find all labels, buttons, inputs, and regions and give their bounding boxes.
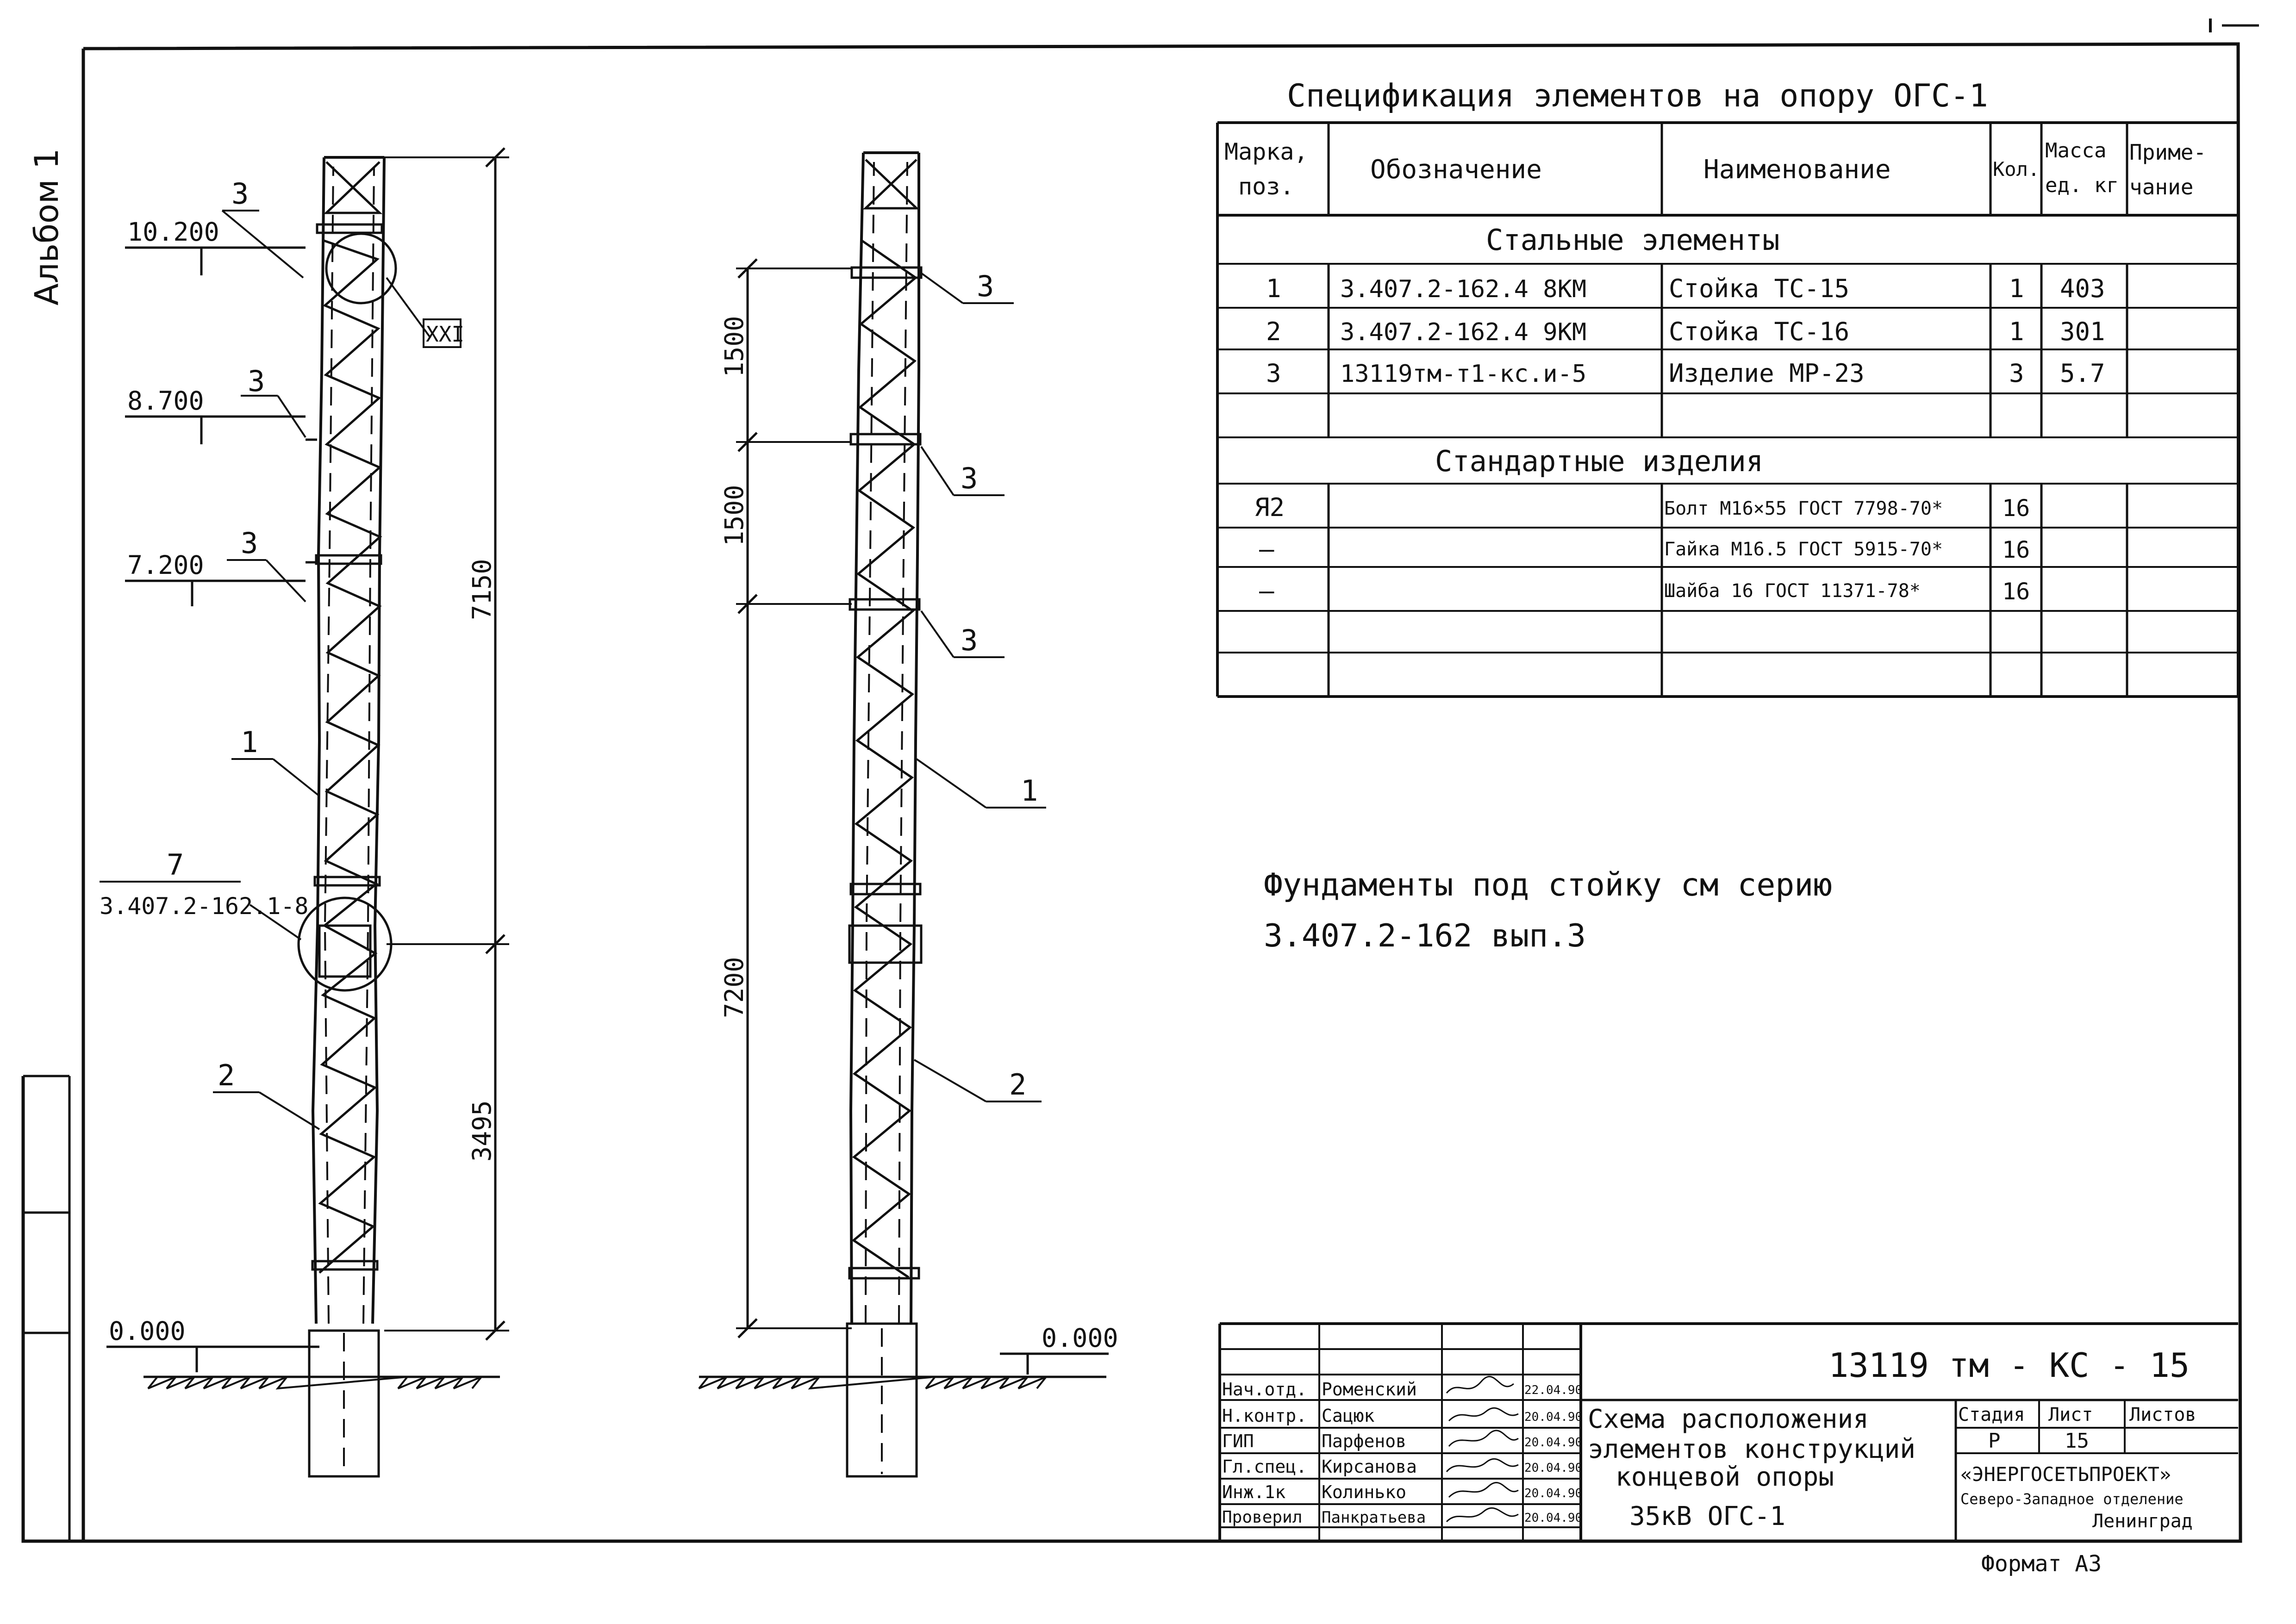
role-name: Парфенов xyxy=(1322,1431,1407,1451)
cell-mark: 2 xyxy=(1266,317,1281,346)
role-name: Панкратьева xyxy=(1322,1508,1426,1527)
desc-line4: 35кВ ОГС-1 xyxy=(1629,1501,1786,1531)
cell-mass: 301 xyxy=(2060,317,2105,346)
right-dim-7200: 7200 xyxy=(719,957,749,1018)
cell-qty: 16 xyxy=(2002,578,2030,605)
ref-doc: 3.407.2-162.1-8 xyxy=(100,893,309,920)
foundation-note-line2: 3.407.2-162 вып.3 xyxy=(1264,918,1586,954)
sheet-label: Лист xyxy=(2048,1404,2093,1425)
hdr-designation: Обозначение xyxy=(1370,155,1542,185)
cell-designation: 3.407.2-162.4 8КМ xyxy=(1340,275,1587,303)
doc-code: 13119 тм - КС - 15 xyxy=(1828,1346,2190,1385)
section-standard: Стандартные изделия xyxy=(1435,444,1764,478)
cell-qty: 1 xyxy=(2009,274,2024,303)
right-callout-1: 1 xyxy=(1021,774,1038,808)
right-lattice xyxy=(854,241,916,1277)
role-label: Гл.спец. xyxy=(1222,1456,1307,1477)
hdr-qty: Кол. xyxy=(1993,158,2040,180)
steel-row-2 xyxy=(1266,317,2105,346)
right-callout-3c: 3 xyxy=(961,623,978,657)
cell-name: Стойка ТС-16 xyxy=(1669,317,1850,346)
role-row-2 xyxy=(1222,1406,1582,1426)
spec-table xyxy=(1217,78,2238,697)
level-8-700: 8.700 xyxy=(127,386,204,416)
level-0-000-right: 0.000 xyxy=(1042,1323,1118,1353)
role-name: Колинько xyxy=(1322,1482,1407,1502)
hdr-mark-1: Марка, xyxy=(1224,138,1308,165)
left-callout-1: 1 xyxy=(241,725,258,759)
left-callout-3c: 3 xyxy=(241,526,258,560)
left-callout-3a: 3 xyxy=(231,177,249,211)
standard-row-1 xyxy=(1254,493,2030,522)
role-label: Инж.1к xyxy=(1222,1482,1286,1502)
steel-row-3 xyxy=(1266,359,2105,388)
left-dim-7150: 7150 xyxy=(467,559,497,620)
album-label: Альбом 1 xyxy=(28,148,66,305)
sheet-value: 15 xyxy=(2065,1429,2089,1453)
role-label: Нач.отд. xyxy=(1222,1379,1307,1400)
signature xyxy=(1449,1482,1518,1497)
title-block xyxy=(1220,1324,2238,1541)
cell-mass: 403 xyxy=(2060,274,2105,303)
standard-row-3 xyxy=(1259,576,2030,605)
hdr-mark-2: поз. xyxy=(1238,173,1294,200)
left-detail-circle-top xyxy=(326,234,396,303)
cell-name: Гайка М16.5 ГОСТ 5915-70* xyxy=(1664,539,1943,560)
role-name: Сацюк xyxy=(1322,1406,1375,1426)
right-dim-1500-b: 1500 xyxy=(719,485,749,546)
role-name: Роменский xyxy=(1322,1379,1417,1400)
cell-qty: 16 xyxy=(2002,495,2030,522)
hdr-name: Наименование xyxy=(1703,155,1891,185)
signature xyxy=(1447,1508,1518,1522)
cell-mark: Я2 xyxy=(1254,493,1285,522)
role-label: ГИП xyxy=(1222,1431,1254,1451)
cell-mark: — xyxy=(1259,576,1274,605)
cell-name: Изделие МР-23 xyxy=(1669,359,1865,388)
hdr-note-1: Приме- xyxy=(2129,140,2207,165)
cell-qty: 3 xyxy=(2009,359,2024,388)
steel-row-1 xyxy=(1266,274,2105,303)
role-name: Кирсанова xyxy=(1322,1456,1417,1477)
role-row-1 xyxy=(1222,1376,1582,1400)
role-row-5 xyxy=(1222,1482,1582,1502)
cell-name: Стойка ТС-15 xyxy=(1669,274,1850,303)
cell-designation: 3.407.2-162.4 9КМ xyxy=(1340,318,1587,346)
cell-mark: 3 xyxy=(1266,359,1281,388)
right-dim-1500-a: 1500 xyxy=(719,316,749,377)
foundation-note-line1: Фундаменты под стойку см серию xyxy=(1264,867,1833,903)
left-lattice xyxy=(319,241,380,1273)
signature xyxy=(1447,1459,1518,1472)
role-row-4 xyxy=(1222,1456,1582,1477)
role-row-6 xyxy=(1222,1508,1582,1527)
desc-line1: Схема расположения xyxy=(1588,1404,1869,1434)
stage-label: Стадия xyxy=(1958,1404,2025,1425)
standard-row-2 xyxy=(1259,535,2030,564)
role-date: 20.04.90 xyxy=(1524,1487,1583,1500)
left-pole-drawing xyxy=(100,148,509,1476)
sheets-label: Листов xyxy=(2129,1404,2196,1425)
spec-title: Спецификация элементов на опору ОГС-1 xyxy=(1287,78,1988,114)
cell-qty: 16 xyxy=(2002,536,2030,563)
org-city: Ленинград xyxy=(2092,1511,2193,1532)
format-label: Формат А3 xyxy=(1981,1551,2102,1577)
role-label: Н.контр. xyxy=(1222,1406,1307,1426)
desc-line2: элементов конструкций xyxy=(1588,1434,1916,1464)
desc-line3: концевой опоры xyxy=(1616,1462,1834,1492)
cell-mark: — xyxy=(1259,535,1274,564)
level-7-200: 7.200 xyxy=(127,550,204,580)
sheet-frame xyxy=(23,19,2259,1541)
hdr-mass-1: Масса xyxy=(2045,139,2107,162)
cell-designation: 13119тм-т1-кс.и-5 xyxy=(1340,360,1587,388)
right-callout-3b: 3 xyxy=(961,461,978,495)
org-name: «ЭНЕРГОСЕТЬПРОЕКТ» xyxy=(1960,1463,2171,1486)
left-callout-3b: 3 xyxy=(248,364,265,398)
signature xyxy=(1449,1408,1518,1421)
signature xyxy=(1447,1376,1514,1393)
left-callout-2: 2 xyxy=(218,1058,235,1092)
role-date: 20.04.90 xyxy=(1524,1410,1583,1424)
section-steel: Стальные элементы xyxy=(1486,223,1780,257)
node-mark-xxi: XXI xyxy=(426,322,465,347)
right-pole-drawing xyxy=(699,153,1118,1476)
cell-mass: 5.7 xyxy=(2060,359,2105,388)
cell-name: Шайба 16 ГОСТ 11371-78* xyxy=(1664,580,1921,602)
role-date: 20.04.90 xyxy=(1524,1436,1583,1450)
role-label: Проверил xyxy=(1222,1508,1303,1527)
signature xyxy=(1449,1431,1518,1446)
hdr-mass-2: ед. кг xyxy=(2045,174,2119,197)
hdr-note-2: чание xyxy=(2129,174,2194,199)
ref-number-7: 7 xyxy=(167,848,184,882)
level-0-000-left: 0.000 xyxy=(109,1316,186,1346)
role-date: 22.04.90 xyxy=(1524,1383,1583,1397)
role-date: 20.04.90 xyxy=(1524,1511,1583,1525)
role-date: 20.04.90 xyxy=(1524,1461,1583,1475)
level-10-200: 10.200 xyxy=(127,217,219,247)
role-row-3 xyxy=(1222,1431,1582,1451)
left-dim-3495: 3495 xyxy=(467,1100,497,1162)
right-callout-3a: 3 xyxy=(977,269,994,303)
cell-mark: 1 xyxy=(1266,274,1281,303)
org-branch: Северо-Западное отделение xyxy=(1960,1490,2184,1508)
cell-qty: 1 xyxy=(2009,317,2024,346)
cell-name: Болт М16×55 ГОСТ 7798-70* xyxy=(1664,498,1943,519)
right-callout-2: 2 xyxy=(1009,1068,1027,1101)
stage-value: Р xyxy=(1988,1429,2001,1453)
